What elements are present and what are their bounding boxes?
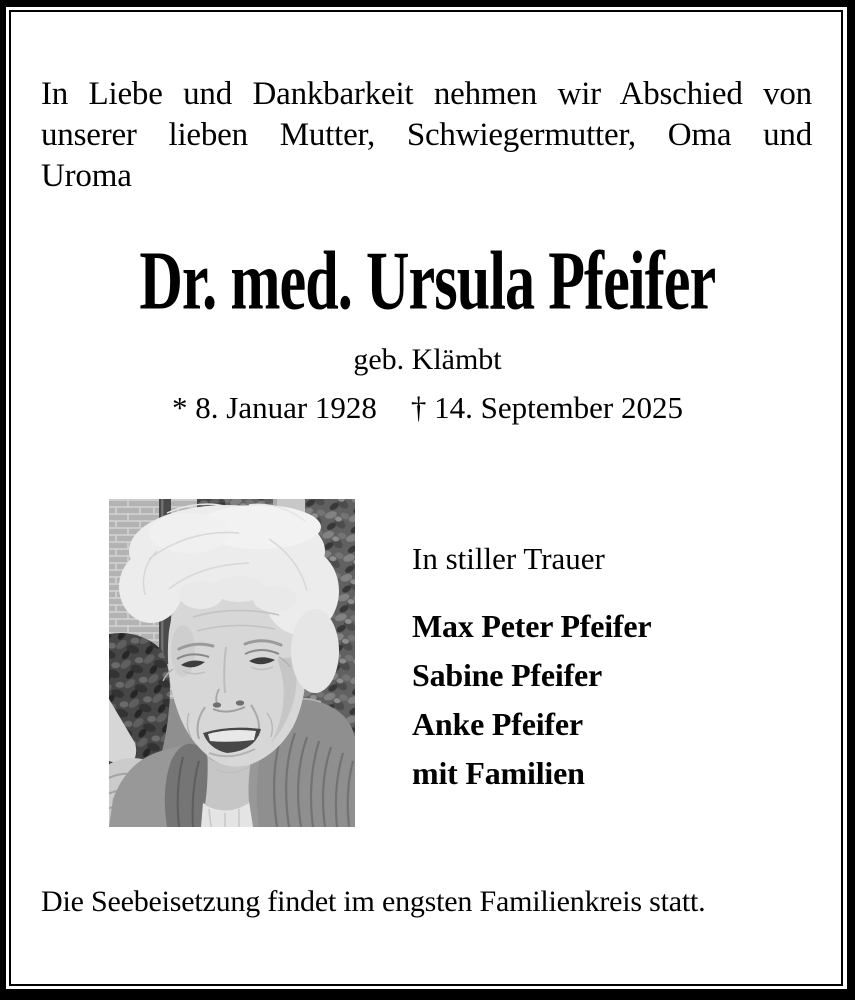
mourning-heading: In stiller Trauer <box>412 541 605 576</box>
intro-line-3: Uroma <box>41 158 132 194</box>
intro-line-1: In Liebe und Dankbarkeit nehmen wir Abschied von <box>41 76 812 112</box>
mourner-name: mit Familien <box>412 755 585 791</box>
deceased-name-text: Dr. med. Ursula Pfeifer <box>139 234 716 327</box>
deceased-name-title <box>0 234 855 327</box>
birth-date: * 8. Januar 1928 <box>172 390 377 425</box>
mourner-name: Max Peter Pfeifer <box>412 608 652 644</box>
mourner-name: Sabine Pfeifer <box>412 657 603 693</box>
intro-line-2: unserer lieben Mutter, Schwiegermutter, Oma und <box>41 117 812 153</box>
portrait-photo-graphic <box>109 499 355 827</box>
death-date: † 14. September 2025 <box>410 390 683 425</box>
portrait-photo <box>109 499 355 827</box>
mourners-list <box>412 602 651 798</box>
closing-line: Die Seebeisetzung findet im engsten Familienkreis statt. <box>41 885 706 918</box>
maiden-name: geb. Klämbt <box>353 343 502 376</box>
intro-paragraph <box>41 74 812 197</box>
mourning-block <box>412 541 651 798</box>
mourner-name: Anke Pfeifer <box>412 706 583 742</box>
life-dates <box>0 390 855 426</box>
